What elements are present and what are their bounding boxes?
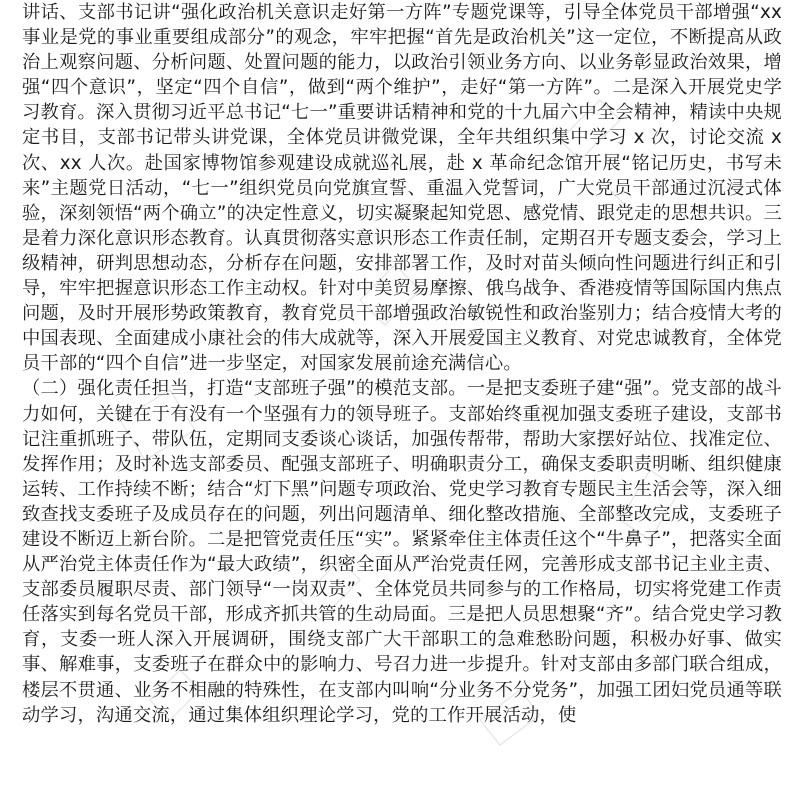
paragraph-continuation: 讲话、支部书记讲“强化政治机关意识走好第一方阵”专题党课等，引导全体党员干部增强“xx事业是党的事业重要组成部分”的观念，牢牢把握“首先是政治机关”这一定位，不断提高从政治上观察问题、分析问题、处置问题的能力，以政治引领业务方向、以业务彰显政治效果，增强“四个意识”，坚定“四个自信”，做到“两个维护”，走好“第一方阵”。二是深入开展党史学习教育。深入贯彻习近平总书记“七一”重要讲话精神和党的十九届六中全会精神，精读中央规定书目，支部书记带头讲党课，全体党员讲微党课，全年共组织集中学习 x 次，讨论交流 x 次、xx 人次。赴国家博物馆参观建设成就巡礼展，赴 x 革命纪念馆开展“铭记历史，书写未来”主题党日活动，“七一”组织党员向党旗宣誓、重温入党誓词，广大党员干部通过沉浸式体验，深刻领悟“两个确立”的决定性意义，切实凝聚起知党恩、感党情、跟党走的思想共识。三是着力深化意识形态教育。认真贯彻落实意识形态工作责任制，定期召开专题支委会，学习上级精神，研判思想动态，分析存在问题，安排部署工作，及时对苗头倾向性问题进行纠正和引导，牢牢把握意识形态工作主动权。针对中美贸易摩擦、俄乌战争、香港疫情等国际国内焦点问题，及时开展形势政策教育，教育党员干部增强政治敏锐性和政治鉴别力；结合疫情大考的中国表现、全面建成小康社会的伟大成就等，深入开展爱国主义教育、对党忠诚教育，全体党员干部的“四个自信”进一步坚定，对国家发展前途充满信心。	[22, 2, 782, 375]
paragraph-section-two: （二）强化责任担当，打造“支部班子强”的模范支部。一是把支委班子建“强”。党支部的战斗力如何，关键在于有没有一个坚强有力的领导班子。支部始终重视加强支委班子建设，支部书记注重抓班子、带队伍，定期同支委谈心谈话，加强传帮带，帮助大家摆好站位、找准定位、发挥作用；及时补选支部委员、配强支部班子、明确职责分工，确保支委职责明晰、组织健康运转、工作持续不断；结合“灯下黑”问题专项政治、党史学习教育专题民主生活会等，深入细致查找支委班子及成员存在的问题，列出问题清单、细化整改措施、全部整改完成，支委班子建设不断迈上新台阶。二是把管党责任压“实”。紧紧牵住主体责任这个“牛鼻子”，把落实全面从严治党主体责任作为“最大政绩”，织密全面从严治党责任网，完善形成支部书记主业主责、支部委员履职尽责、部门领导“一岗双责”、全体党员共同参与的工作格局，切实将党建工作责任落实到每名党员干部，形成齐抓共管的生动局面。三是把人员思想聚“齐”。结合党史学习教育，支委一班人深入开展调研，围绕支部广大干部职工的急难愁盼问题，积极办好事、做实事、解难事，支委班子在群众中的影响力、号召力进一步提升。针对支部由多部门联合组成，楼层不贯通、业务不相融的特殊性，在支部内叫响“分业务不分党务”，加强工团妇党员通等联动学习，沟通交流，通过集体组织理论学习，党的工作开展活动，使	[22, 378, 782, 726]
document-body	[22, 0, 782, 800]
